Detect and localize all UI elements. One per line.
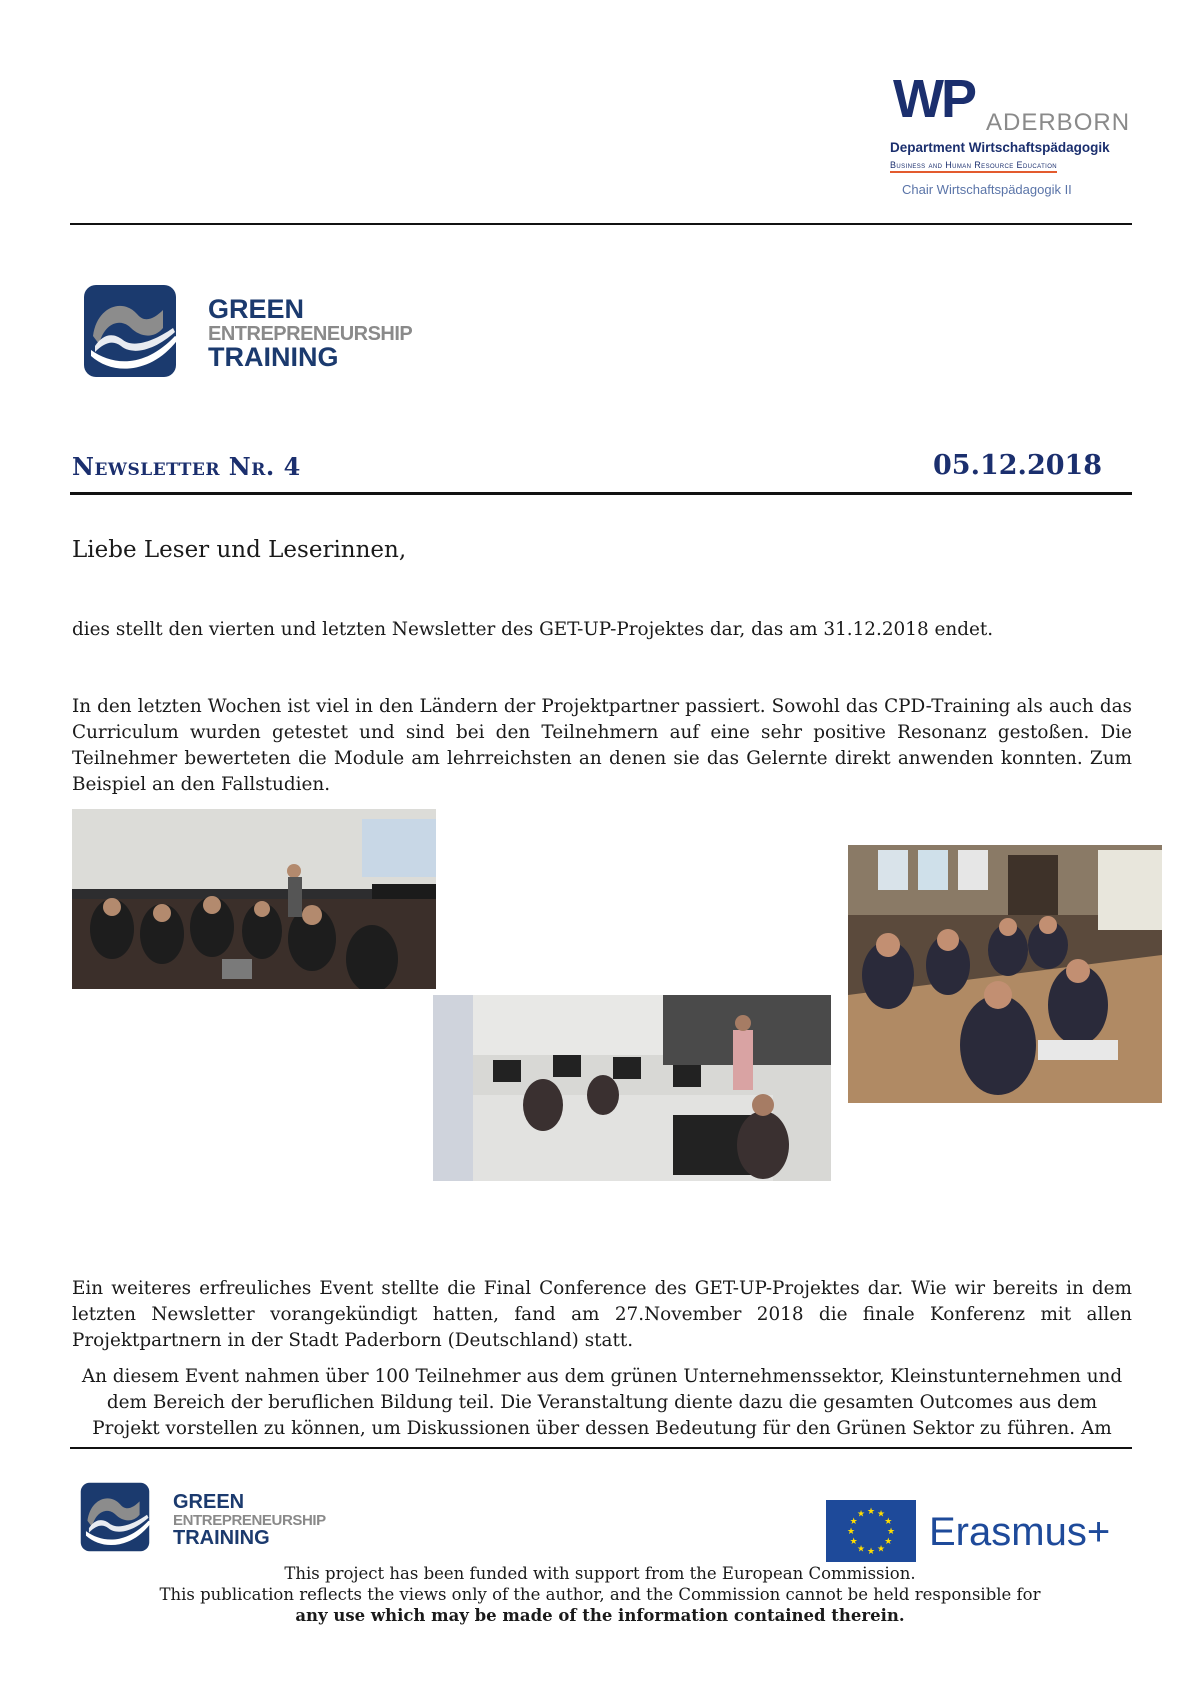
wp-logo-subtitle: Business and Human Resource Education — [890, 160, 1057, 173]
paragraph-intro: dies stellt den vierten und letzten Newsletter des GET-UP-Projektes dar, das am 31.12.2018 endet. — [72, 619, 994, 640]
eu-star-icon: ★ — [846, 1527, 856, 1537]
eu-star-icon: ★ — [856, 1544, 866, 1555]
newsletter-title: Newsletter Nr. 4 — [72, 452, 301, 481]
title-divider — [70, 492, 1132, 495]
erasmus-plus-logo — [826, 1500, 1136, 1564]
eu-star-icon: ★ — [876, 1544, 886, 1555]
wp-paderborn-logo — [890, 68, 1130, 203]
header-divider — [70, 223, 1132, 225]
eu-star-icon: ★ — [884, 1517, 893, 1527]
paragraph-weeks: In den letzten Wochen ist viel in den Ländern der Projektpartner passiert. Sowohl das CPD-Training als auch das Curriculum wurden getestet und sind bei den Teilnehmern auf eine sehr positive Resonanz gestoßen. Die Teilnehmer bewerteten die Module am lehrreichsten an denen sie das Gelernte direkt anwenden konnten. Zum Beispiel an den Fallstudien. — [72, 696, 1132, 795]
greeting: Liebe Leser und Leserinnen, — [72, 537, 407, 563]
wp-logo-city: ADERBORN — [986, 109, 1131, 136]
eu-star-icon: ★ — [849, 1517, 858, 1527]
get-logo-line3: TRAINING — [208, 342, 339, 372]
eu-star-icon: ★ — [866, 1507, 876, 1517]
wp-logo-chair: Chair Wirtschaftspädagogik II — [902, 182, 1072, 197]
photo-classroom-3 — [848, 845, 1162, 1103]
eu-star-icon: ★ — [884, 1537, 893, 1547]
get-logo-footer-line1: GREEN — [173, 1491, 245, 1513]
eu-star-icon: ★ — [886, 1527, 896, 1537]
get-logo-footer-line2: ENTREPRENEURSHIP — [173, 1512, 326, 1529]
funding-line-1: This project has been funded with support from the European Commission. — [284, 1564, 916, 1583]
wp-logo-letters: WP — [893, 69, 974, 129]
wp-logo-department: Department Wirtschaftspädagogik — [890, 140, 1110, 155]
paragraph-event: Ein weiteres erfreuliches Event stellte die Final Conference des GET-UP-Projektes dar. Wie wir bereits in dem letzten Newsletter vorangekündigt hatten, fand am 27.November 2018 die finale Konferenz mit allen Projektpartnern in der Stadt Paderborn (Deutschland) statt. — [72, 1278, 1132, 1351]
funding-line-2: This publication reflects the views only of the author, and the Commission cannot be held responsible for — [159, 1585, 1041, 1604]
get-logo-header — [83, 284, 413, 380]
paragraph-conference: An diesem Event nahmen über 100 Teilnehmer aus dem grünen Unternehmenssektor, Kleinstunternehmen und dem Bereich der beruflichen Bildung teil. Die Veranstaltung diente dazu die gesamten Outcomes aus dem Projekt vorstellen zu können, um Diskussionen über dessen Bedeutung für den Grünen Sektor zu führen. Am — [81, 1366, 1123, 1439]
get-logo-line1: GREEN — [208, 294, 305, 324]
erasmus-label: Erasmus+ — [929, 1510, 1111, 1554]
eu-star-icon: ★ — [876, 1509, 886, 1520]
photo-classroom-2 — [433, 995, 831, 1181]
get-emblem-icon — [80, 1482, 150, 1552]
get-logo-footer — [80, 1482, 326, 1552]
newsletter-date: 05.12.2018 — [933, 450, 1103, 481]
eu-star-icon: ★ — [856, 1509, 866, 1520]
eu-star-icon: ★ — [866, 1547, 876, 1557]
get-logo-line2: ENTREPRENEURSHIP — [208, 323, 413, 345]
eu-star-icon: ★ — [849, 1537, 858, 1547]
funding-disclaimer — [0, 1563, 1200, 1626]
funding-line-3: any use which may be made of the information contained therein. — [295, 1606, 905, 1625]
eu-flag-icon — [826, 1500, 916, 1562]
footer-divider — [70, 1447, 1132, 1449]
get-logo-footer-line3: TRAINING — [173, 1527, 270, 1549]
get-emblem-icon — [83, 284, 177, 378]
photo-classroom-1 — [72, 809, 436, 989]
